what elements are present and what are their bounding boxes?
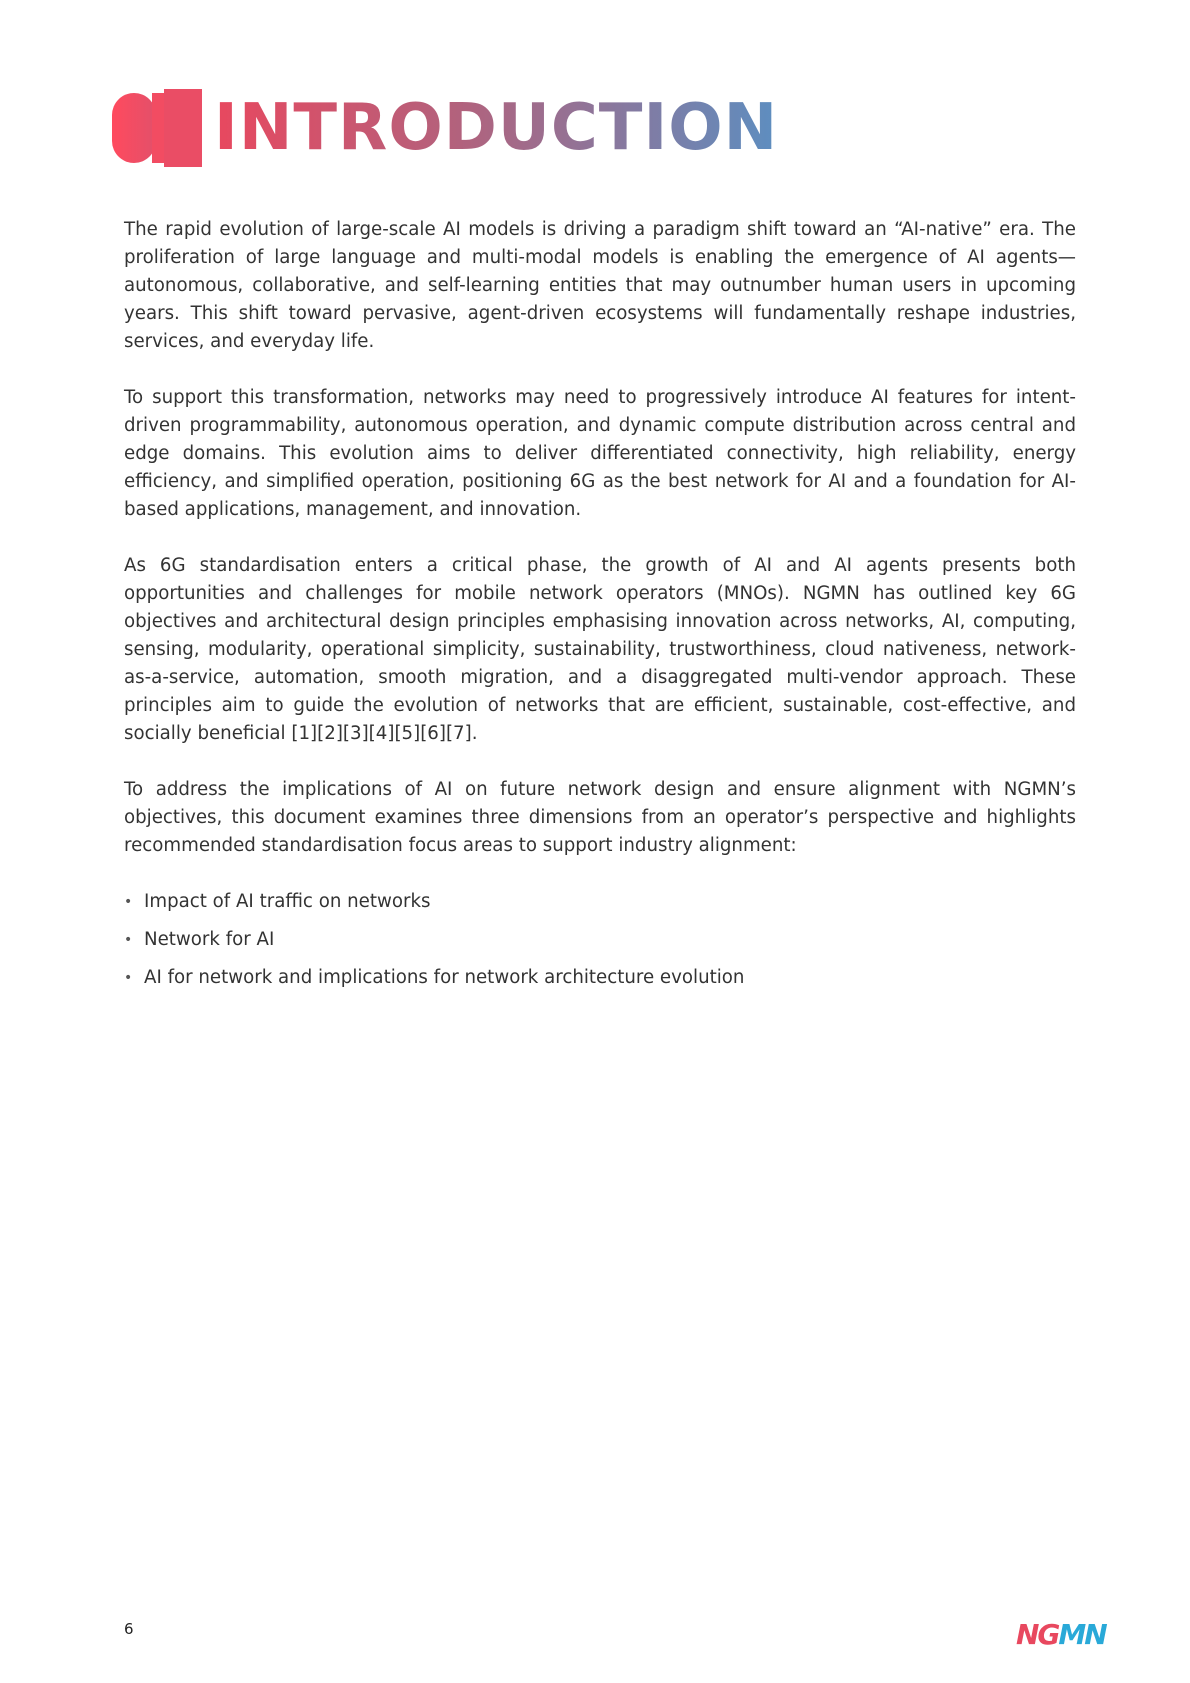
logo-part-ng: NG — [1016, 1618, 1059, 1651]
chapter-heading — [108, 86, 778, 170]
logo-part-mn: MN — [1058, 1618, 1106, 1651]
bullet-icon: • — [124, 970, 133, 986]
paragraph-transformation: To support this transformation, networks may need to progressively introduce AI features for intent-driven programmability, autonomous operation, and dynamic compute distribution across central and edge domains. This evolution aims to deliver differentiated connectivity, high reliability, energy efficiency, and simplified operation, positioning 6G as the best network for AI and a foundation for AI-based applications, management, and innovation. — [124, 387, 1076, 520]
list-item — [124, 926, 1076, 954]
dimension-list — [124, 888, 1076, 992]
paragraph-standardisation: As 6G standardisation enters a critical phase, the growth of AI and AI agents presents both opportunities and challenges for mobile network operators (MNOs). NGMN has outlined key 6G objectives and architectural design principles emphasising innovation across networks, AI, computing, sensing, modularity, operational simplicity, sustainability, trustworthiness, cloud nativeness, network-as-a-service, automation, smooth migration, and a disaggregated multi-vendor approach. These principles aim to guide the evolution of networks that are efficient, sustainable, cost-effective, and socially beneficial [1][2][3][4][5][6][7]. — [124, 555, 1076, 744]
list-item — [124, 888, 1076, 916]
ngmn-logo — [1016, 1618, 1106, 1652]
chapter-number-graphic — [108, 87, 208, 169]
bullet-icon: • — [124, 894, 133, 910]
paragraph-scope: To address the implications of AI on future network design and ensure alignment with NGMN’s objectives, this document examines three dimensions from an operator’s perspective and highlights recommended standardisation focus areas to support industry alignment: — [124, 779, 1076, 856]
list-item-text: AI for network and implications for network architecture evolution — [144, 967, 745, 988]
page-number: 6 — [124, 1620, 134, 1638]
paragraph-intro: The rapid evolution of large-scale AI models is driving a paradigm shift toward an “AI-native” era. The proliferation of large language and multi-modal models is enabling the emergence of AI agents—autonomous, collaborative, and self-learning entities that may outnumber human users in upcoming years. This shift toward pervasive, agent-driven ecosystems will fundamentally reshape industries, services, and everyday life. — [124, 219, 1076, 352]
chapter-title: INTRODUCTION — [214, 86, 778, 170]
body-text — [124, 216, 1076, 1002]
list-item-text: Network for AI — [144, 929, 275, 950]
bullet-icon: • — [124, 932, 133, 948]
chapter-number-svg — [108, 87, 208, 169]
list-item-text: Impact of AI traffic on networks — [144, 891, 431, 912]
list-item — [124, 964, 1076, 992]
